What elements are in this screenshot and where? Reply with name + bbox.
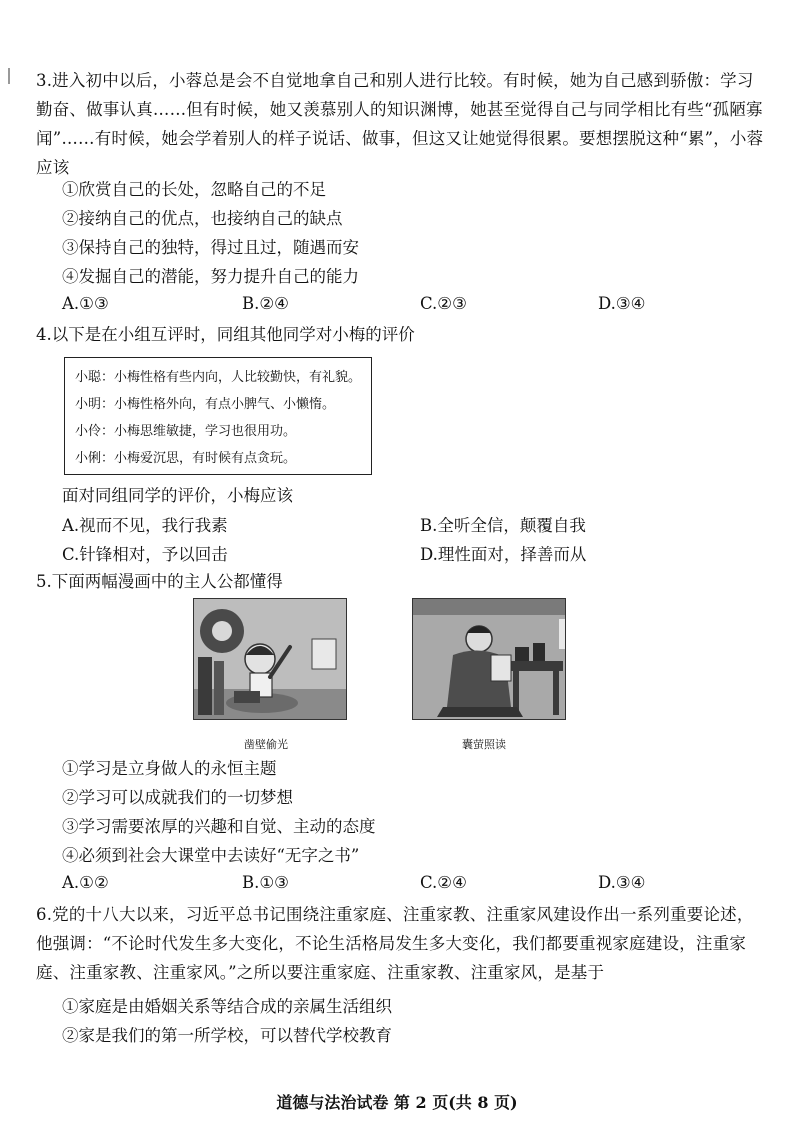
comic-zaobi-illustration — [194, 599, 347, 720]
q3-options — [62, 294, 762, 318]
q6-item-1: ①家庭是由婚姻关系等结合成的亲属生活组织 — [62, 997, 392, 1016]
q3-option-c[interactable]: C.②③ — [420, 294, 467, 313]
comic-zaobi-touguang — [193, 598, 347, 720]
q3-option-a[interactable]: A.①③ — [62, 294, 109, 313]
q5-option-c[interactable]: C.②④ — [420, 873, 467, 892]
q5-option-d[interactable]: D.③④ — [598, 873, 646, 892]
comic-caption-2: 囊萤照读 — [462, 738, 506, 751]
q4-option-a[interactable]: A.视而不见，我行我素 — [62, 516, 228, 535]
evaluation-box — [64, 357, 372, 475]
q3-item-2: ②接纳自己的优点，也接纳自己的缺点 — [62, 209, 343, 228]
comic-caption-1: 凿壁偷光 — [244, 738, 288, 751]
q5-option-a[interactable]: A.①② — [62, 873, 109, 892]
comic-nangying-zhaodu — [412, 598, 566, 720]
q3-item-1: ①欣赏自己的长处，忽略自己的不足 — [62, 180, 326, 199]
q5-item-3: ③学习需要浓厚的兴趣和自觉、主动的态度 — [62, 817, 376, 836]
q4-prompt: 面对同组同学的评价，小梅应该 — [62, 486, 293, 505]
q3-option-d[interactable]: D.③④ — [598, 294, 646, 313]
q6-stem: 6.党的十八大以来，习近平总书记围绕注重家庭、注重家教、注重家风建设作出一系列重要论述，他强调：“不论时代发生多大变化，不论生活格局发生多大变化，我们都要重视家庭建设，注重家庭、注重家教、注重家风。”之所以要注重家庭、注重家教、注重家风，是基于 — [36, 905, 754, 982]
q4-option-d[interactable]: D.理性面对，择善而从 — [420, 545, 587, 564]
evaluation-line: 小明：小梅性格外向，有点小脾气、小懒惰。 — [75, 397, 336, 412]
comic-nangying-illustration — [413, 599, 566, 720]
q4-option-c[interactable]: C.针锋相对，予以回击 — [62, 545, 228, 564]
q3-item-4: ④发掘自己的潜能，努力提升自己的能力 — [62, 267, 359, 286]
q6-item-2: ②家是我们的第一所学校，可以替代学校教育 — [62, 1026, 392, 1045]
q5-item-1: ①学习是立身做人的永恒主题 — [62, 759, 277, 778]
q3-option-b[interactable]: B.②④ — [242, 294, 289, 313]
q5-item-2: ②学习可以成就我们的一切梦想 — [62, 788, 293, 807]
q5-options — [62, 873, 762, 897]
q4-options-row2 — [62, 541, 762, 565]
evaluation-line: 小聪：小梅性格有些内向，人比较勤快，有礼貌。 — [75, 370, 362, 385]
margin-mark — [8, 68, 10, 84]
q5-option-b[interactable]: B.①③ — [242, 873, 289, 892]
q4-options-row1 — [62, 512, 762, 536]
q3-item-3: ③保持自己的独特，得过且过，随遇而安 — [62, 238, 359, 257]
evaluation-line: 小伶：小梅思维敏捷，学习也很用功。 — [75, 424, 297, 439]
q3-stem: 3.进入初中以后，小蓉总是会不自觉地拿自己和别人进行比较。有时候，她为自己感到骄傲：学习勤奋、做事认真……但有时候，她又羡慕别人的知识渊博，她甚至觉得自己与同学相比有些“孤陋寡闻”……有时候，她会学着别人的样子说话、做事，但这又让她觉得很累。要想摆脱这种“累”，小蓉应该 — [36, 71, 764, 177]
q4-stem: 4.以下是在小组互评时，同组其他同学对小梅的评价 — [36, 325, 415, 344]
q4-option-b[interactable]: B.全听全信，颠覆自我 — [420, 516, 586, 535]
q5-stem: 5.下面两幅漫画中的主人公都懂得 — [36, 572, 283, 591]
q5-item-4: ④必须到社会大课堂中去读好“无字之书” — [62, 846, 360, 865]
evaluation-line: 小俐：小梅爱沉思，有时候有点贪玩。 — [75, 451, 297, 466]
page-footer: 道德与法治试卷 第 2 页(共 8 页) — [276, 1093, 518, 1112]
